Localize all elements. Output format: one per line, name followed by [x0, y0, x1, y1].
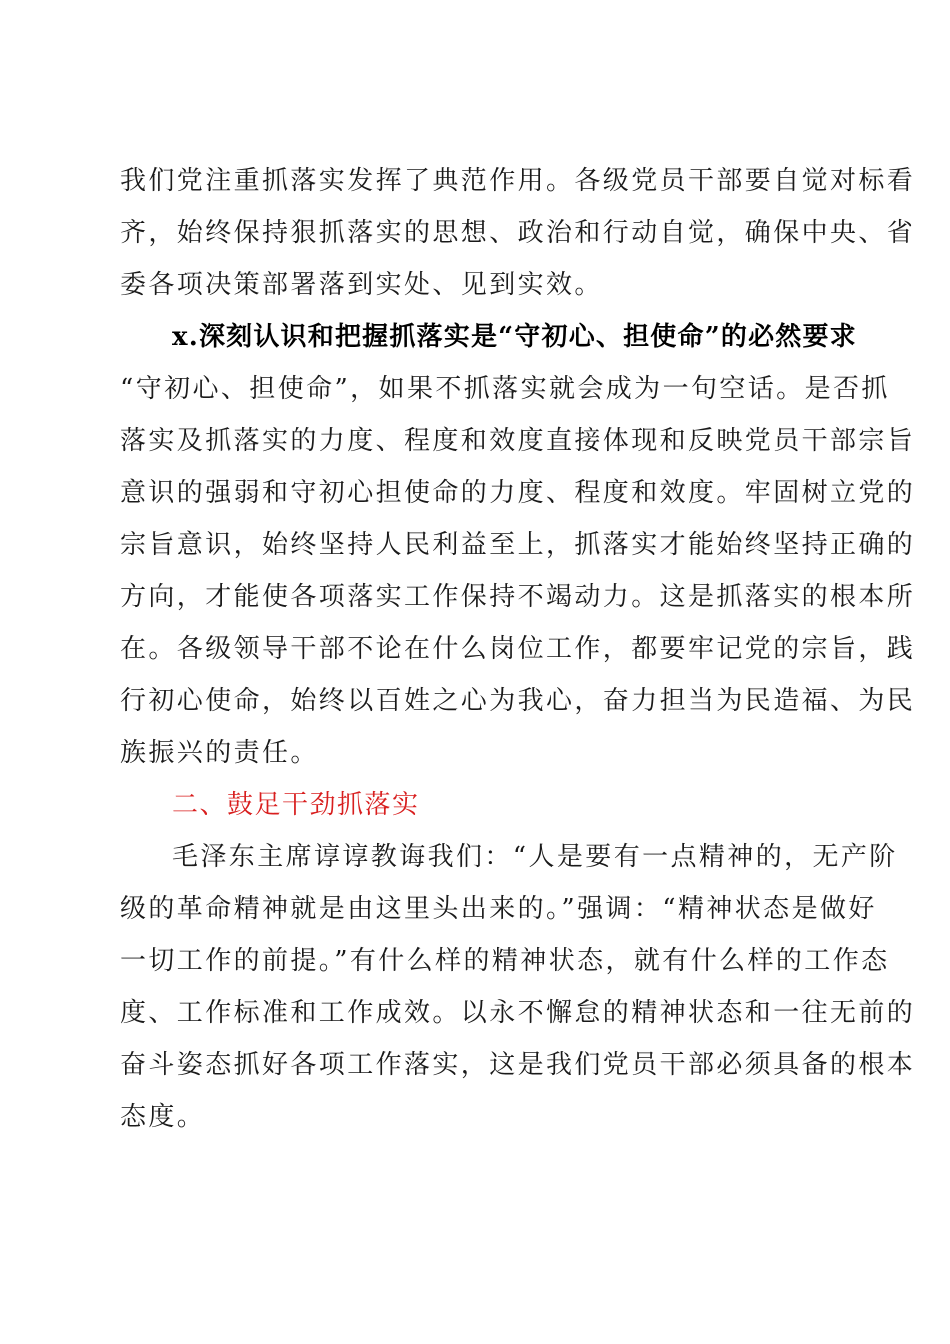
paragraph-2-line-3: 意识的强弱和守初心担使命的力度、程度和效度。牢固树立党的 — [120, 478, 916, 508]
paragraph-3-line-1: 毛泽东主席谆谆教诲我们：“人是要有一点精神的，无产阶 — [172, 842, 898, 872]
paragraph-2-line-1: “守初心、担使命”，如果不抓落实就会成为一句空话。是否抓 — [120, 374, 890, 404]
paragraph-2-line-4: 宗旨意识，始终坚持人民利益至上，抓落实才能始终坚持正确的 — [120, 530, 916, 560]
paragraph-2-line-2: 落实及抓落实的力度、程度和效度直接体现和反映党员干部宗旨 — [120, 426, 916, 456]
section-heading-2: 二、鼓足干劲抓落实 — [172, 790, 420, 820]
paragraph-3-line-5: 奋斗姿态抓好各项工作落实，这是我们党员干部必须具备的根本 — [120, 1050, 916, 1080]
paragraph-1-line-2: 齐，始终保持狠抓落实的思想、政治和行动自觉，确保中央、省 — [120, 218, 916, 248]
paragraph-2-line-8: 族振兴的责任。 — [120, 738, 319, 768]
paragraph-3-line-4: 度、工作标准和工作成效。以永不懈怠的精神状态和一往无前的 — [120, 998, 916, 1028]
paragraph-2-line-7: 行初心使命，始终以百姓之心为我心，奋力担当为民造福、为民 — [120, 686, 916, 716]
paragraph-3-line-2: 级的革命精神就是由这里头出来的。”强调：“精神状态是做好 — [120, 894, 877, 924]
paragraph-1-line-3: 委各项决策部署落到实处、见到实效。 — [120, 270, 603, 300]
paragraph-3-line-6: 态度。 — [120, 1102, 206, 1132]
paragraph-3-line-3: 一切工作的前提。”有什么样的精神状态，就有什么样的工作态 — [120, 946, 890, 976]
subheading-x: x.深刻认识和把握抓落实是“守初心、担使命”的必然要求 — [172, 322, 857, 352]
paragraph-2-line-5: 方向，才能使各项落实工作保持不竭动力。这是抓落实的根本所 — [120, 582, 916, 612]
paragraph-2-line-6: 在。各级领导干部不论在什么岗位工作，都要牢记党的宗旨，践 — [120, 634, 916, 664]
paragraph-1-line-1: 我们党注重抓落实发挥了典范作用。各级党员干部要自觉对标看 — [120, 166, 916, 196]
